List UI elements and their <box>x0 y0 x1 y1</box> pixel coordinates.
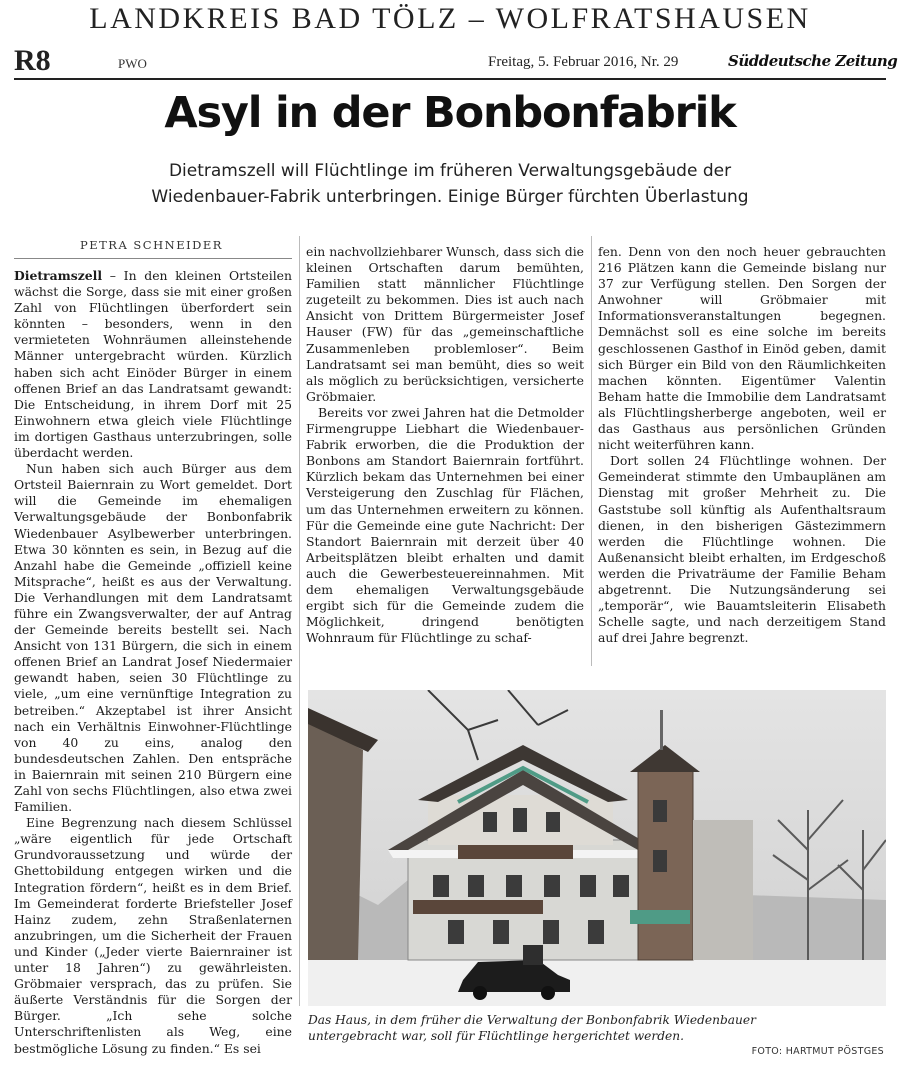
column-divider-1 <box>299 236 300 1006</box>
paragraph: Nun haben sich auch Bürger aus dem Ortsteil Baiernrain zu Wort gemeldet. Dort will die Gemeinde im ehemaligen Verwaltungsgebäude der Bonbonfabrik Wiedenbauer Asylbewerber unterbringen. Etwa 30 könnten es sein, in Bezug auf die Anzahl habe die Gemeinde „offiziell keine Mitsprache“, heißt es aus der Verwaltung. Die Verhandlungen mit dem Landratsamt führe ein Zwangsverwalter, der auf Antrag der Gemeinde bereits bestellt sei. Nach Ansicht von 131 Bürgern, die sich in einem offenen Brief an Landrat Josef Niedermaier gewandt haben, seien 30 Flüchtlinge zu viele, „um eine vernünftige Integration zu betreiben.“ Akzeptabel ist ihrer Ansicht nach ein Verhältnis Einwohner-Flüchtlinge von 40 zu eins, analog den bundesdeutschen Zahlen. Den entspräche in Baiernrain mit seinen 210 Bürgern eine Zahl von sechs Flüchtlingen, also etwa zwei Familien. <box>14 461 292 815</box>
photo-credit: FOTO: HARTMUT PÖSTGES <box>751 1046 884 1057</box>
edition-code: PWO <box>118 56 147 71</box>
article-column-1 <box>14 268 292 1057</box>
byline-rule <box>14 258 292 259</box>
subhead-line-1: Dietramszell will Flüchtlinge im früheren Verwaltungsgebäude der <box>168 161 732 181</box>
page-number: R8 <box>14 44 51 77</box>
subhead-line-2: Wiedenbauer-Fabrik unterbringen. Einige Bürger fürchten Überlastung <box>151 187 749 207</box>
paragraph: ein nachvollziehbarer Wunsch, dass sich die kleinen Ortschaften darum bemühten, Familien statt männlicher Flüchtlinge zugeteilt zu bekommen. Dies ist auch nach Ansicht von Drittem Bürgermeister Josef Hauser (FW) für das „gemeinschaftliche Zusammenleben problemloser“. Beim Landratsamt sei man bemüht, dies so weit als möglich zu berücksichtigen, versicherte Gröbmaier. <box>306 244 584 404</box>
building-photo-illustration <box>308 690 886 1006</box>
paragraph: fen. Denn von den noch heuer gebrauchten 216 Plätzen kann die Gemeinde bislang nur 37 zur Verfügung stellen. Den Sorgen der Anwohner will Gröbmaier mit Informationsveranstaltungen begegnen. Demnächst soll es eine solche im bereits geschlossenen Gasthof in Einöd geben, damit sich Bürger ein Bild von den Räumlichkeiten machen könnten. Eigentümer Valentin Beham hatte die Immobilie dem Landratsamt als Flüchtlingsherberge angeboten, weil er das Gasthaus aus persönlichen Gründen nicht weiterführen kann. <box>598 244 886 453</box>
photo-caption: Das Haus, in dem früher die Verwaltung der Bonbonfabrik Wiedenbauer untergebracht war, soll für Flüchtlinge hergerichtet werden. <box>308 1013 756 1043</box>
paragraph: Dietramszell – In den kleinen Ortsteilen wächst die Sorge, dass sie mit einer großen Zahl von Flüchtlingen überfordert sein könnten – besonders, wenn in den vermieteten Wohnräumen alleinstehende Männer untergebracht würden. Kürzlich haben sich acht Einöder Bürger in einem offenen Brief an das Landratsamt gewandt: Die Entscheidung, in ihrem Dorf mit 25 Einwohnern etwa gleich viele Flüchtlinge im dortigen Gasthaus unterzubringen, solle überdacht werden. <box>14 268 292 461</box>
article-subhead <box>40 158 860 210</box>
dateline: Dietramszell <box>14 268 103 283</box>
paragraph: Eine Begrenzung nach diesem Schlüssel „wäre eigentlich für jede Ortschaft Grundvoraussetzung und würde der Ghettobildung entgegen wirken und die Integration fördern“, heißt es in dem Brief. Im Gemeinderat forderte Briefsteller Josef Hainz zudem, zehn Straßenlaternen anzubringen, um die Sicherheit der Frauen und Kinder („Jeder vierte Baiernrainer ist unter 18 Jahren“) zu gewährleisten. Gröbmaier versprach, das zu prüfen. Sie äußerte Verständnis für die Sorgen der Bürger. „Ich sehe solche Unterschriftenlisten als Weg, eine bestmögliche Lösung zu finden.“ Es sei <box>14 815 292 1056</box>
newspaper-logo: Süddeutsche Zeitung <box>728 52 898 70</box>
author-byline: PETRA SCHNEIDER <box>80 238 223 252</box>
column-divider-2 <box>591 236 592 666</box>
article-column-3 <box>598 244 886 646</box>
paragraph: Dort sollen 24 Flüchtlinge wohnen. Der Gemeinderat stimmte den Umbauplänen am Dienstag mit großer Mehrheit zu. Die Gaststube soll künftig als Aufenthaltsraum dienen, in den bisherigen Gästezimmern werden die Flüchtlinge wohnen. Die Außenansicht bleibt erhalten, im Erdgeschoß werden die Privaträume der Familie Beham abgetrennt. Die Nutzungsänderung sei „temporär“, wie Bauamtsleiterin Elisabeth Schelle sagte, und nach derzeitigem Stand auf drei Jahre begrenzt. <box>598 453 886 646</box>
article-headline: Asyl in der Bonbonfabrik <box>164 88 736 138</box>
issue-date: Freitag, 5. Februar 2016, Nr. 29 <box>488 54 679 70</box>
masthead-region: LANDKREIS BAD TÖLZ – WOLFRATSHAUSEN <box>89 2 811 35</box>
article-photo <box>308 690 886 1006</box>
paragraph: Bereits vor zwei Jahren hat die Detmolder Firmengruppe Liebhart die Wiedenbauer-Fabrik erworben, die die Produktion der Bonbons am Standort Baiernrain fortführt. Kürzlich bekam das Unternehmen bei einer Versteigerung den Zuschlag für Flächen, um das Unternehmen erweitern zu können. Für die Gemeinde eine gute Nachricht: Der Standort Baiernrain mit derzeit über 40 Arbeitsplätzen bleibt erhalten und damit auch die Gewerbesteuereinnahmen. Mit dem ehemaligen Verwaltungsgebäude ergibt sich für die Gemeinde zudem die Möglichkeit, dringend benötigten Wohnraum für Flüchtlinge zu schaf- <box>306 404 584 646</box>
header-rule <box>14 78 886 80</box>
article-column-2 <box>306 244 584 646</box>
